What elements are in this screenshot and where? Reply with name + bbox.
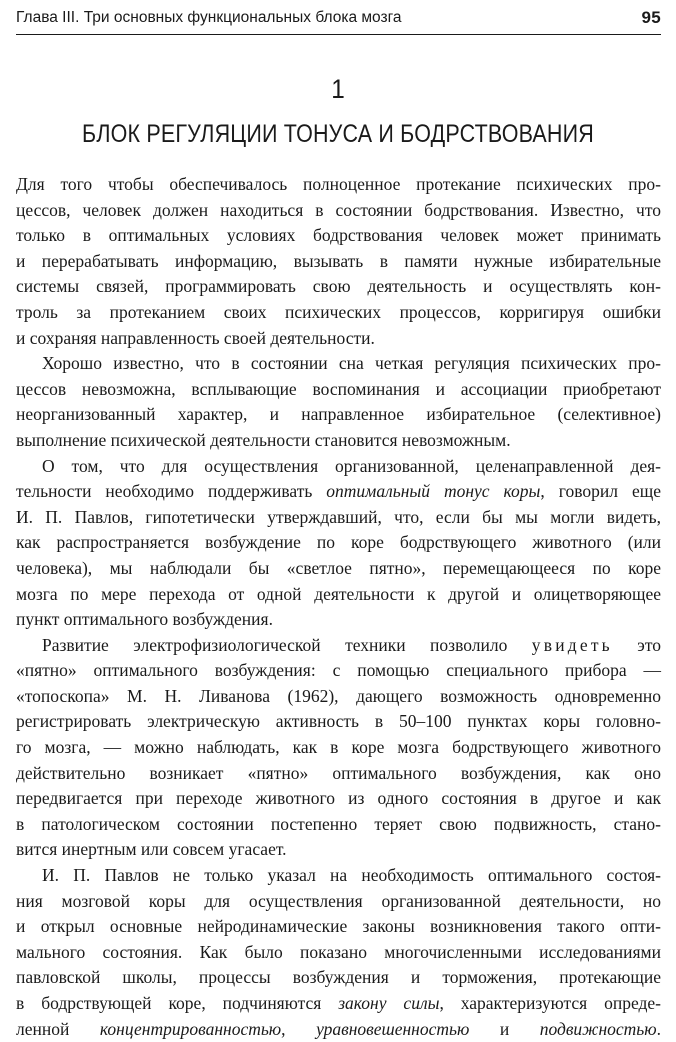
emphasis-term: подвижностью bbox=[539, 1018, 657, 1039]
text-line: О том, что для осуществления организованной, целенаправленной дея- bbox=[42, 455, 661, 476]
paragraph-1 bbox=[16, 172, 661, 351]
text-line: мозга по мере перехода от одной деятельности к другой и олицетворяющее bbox=[16, 583, 661, 604]
paragraph-5 bbox=[16, 863, 661, 1042]
text-line: вится инертным или совсем угасает. bbox=[16, 839, 287, 860]
text-line: Для того чтобы обеспечивалось полноценное протекание психических про- bbox=[16, 174, 661, 194]
text-line: пункт оптимального возбуждения. bbox=[16, 609, 273, 630]
text-line: и сохраняя направленность своей деятельности. bbox=[16, 327, 375, 348]
section-number: 1 bbox=[331, 74, 345, 104]
text-line bbox=[16, 991, 661, 1017]
text-line: И. П. Павлов не только указал на необходимость оптимального состоя- bbox=[42, 865, 661, 886]
text-line: системы связей, программировать свою деятельность и осуществлять кон- bbox=[16, 276, 661, 297]
text-line: павловской школы, процессы возбуждения и торможения, протекающие bbox=[16, 967, 661, 988]
text-line: человека), мы наблюдали бы «светлое пятно», перемещающееся по коре bbox=[16, 557, 661, 578]
text-line: И. П. Павлов, гипотетически утверждавший, что, если бы мы могли видеть, bbox=[16, 506, 661, 527]
text-line: «пятно» оптимального возбуждения: с помощью специального прибора — bbox=[16, 660, 661, 681]
text-line: го мозга, — можно наблюдать, как в коре мозга бодрствующего животного bbox=[16, 737, 661, 758]
emphasis-term: уравновешенностью bbox=[316, 1018, 470, 1039]
text-run: , bbox=[281, 1018, 317, 1039]
chapter-label: Глава III. Три основных функциональных блока мозга bbox=[16, 9, 402, 26]
page-number: 95 bbox=[641, 8, 661, 27]
text-line: цессов невозможна, всплывающие воспоминания и ассоциации приобретают bbox=[16, 378, 661, 399]
paragraph-2 bbox=[16, 351, 661, 453]
text-run: это bbox=[612, 634, 661, 655]
text-run: , говорил еще bbox=[540, 481, 661, 502]
text-line: и перерабатывать информацию, вызывать в памяти нужные избирательные bbox=[16, 250, 661, 271]
text-line bbox=[16, 1017, 661, 1042]
text-line: действительно возникает «пятно» оптимального возбуждения, как оно bbox=[16, 762, 661, 783]
spaced-emphasis: увидеть bbox=[531, 634, 613, 655]
text-line: и открыл основные нейродинамические законы возникновения такого опти- bbox=[16, 916, 661, 937]
text-line: выполнение психической деятельности становится невозможным. bbox=[16, 429, 511, 450]
emphasis-term: закону силы bbox=[338, 993, 440, 1013]
text-run: , характеризуются опреде- bbox=[439, 993, 662, 1013]
body-text bbox=[16, 172, 661, 1042]
emphasis-term: концентрированностью bbox=[99, 1018, 282, 1039]
emphasis-term: оптимальный тонус коры bbox=[326, 481, 541, 502]
text-line: Хорошо известно, что в состоянии сна четкая регуляция психических про- bbox=[42, 353, 661, 374]
text-line: только в оптимальных условиях бодрствования человек может принимать bbox=[16, 225, 661, 246]
section-title: БЛОК РЕГУЛЯЦИИ ТОНУСА И БОДРСТВОВАНИЯ bbox=[82, 120, 594, 148]
text-line: мального состояния. Как было показано многочисленными исследованиями bbox=[16, 941, 661, 962]
text-line: ния мозговой коры для осуществления организованной деятельности, но bbox=[16, 890, 661, 911]
text-line: регистрировать электрическую активность в 50–100 пунктах коры головно- bbox=[16, 711, 661, 732]
text-line bbox=[16, 479, 661, 505]
text-run: Развитие электрофизиологической техники позволило bbox=[42, 634, 532, 655]
text-line: как распространяется возбуждение по коре бодрствующего животного (или bbox=[16, 532, 661, 553]
text-line bbox=[16, 633, 661, 659]
paragraph-4 bbox=[16, 633, 661, 863]
text-line: передвигается при переходе животного из одного состояния в другое и как bbox=[16, 788, 661, 809]
text-line: «топоскопа» М. Н. Ливанова (1962), дающего возможность одновременно bbox=[16, 685, 661, 706]
text-run: . bbox=[656, 1018, 661, 1039]
text-line: троль за протеканием своих психических процессов, корригируя ошибки bbox=[16, 301, 661, 322]
text-run: ленной bbox=[16, 1018, 100, 1039]
text-run: в бодрствующей коре, подчиняются bbox=[16, 993, 339, 1013]
text-line: цессов, человек должен находиться в состоянии бодрствования. Известно, что bbox=[16, 199, 661, 220]
running-header bbox=[16, 6, 661, 35]
text-run: и bbox=[469, 1018, 540, 1039]
text-run: тельности необходимо поддерживать bbox=[16, 481, 327, 502]
text-line: неорганизованный характер, и направленное избирательное (селективное) bbox=[16, 404, 661, 425]
paragraph-3 bbox=[16, 454, 661, 633]
text-line: в патологическом состоянии постепенно теряет свою подвижность, стано- bbox=[16, 813, 661, 834]
